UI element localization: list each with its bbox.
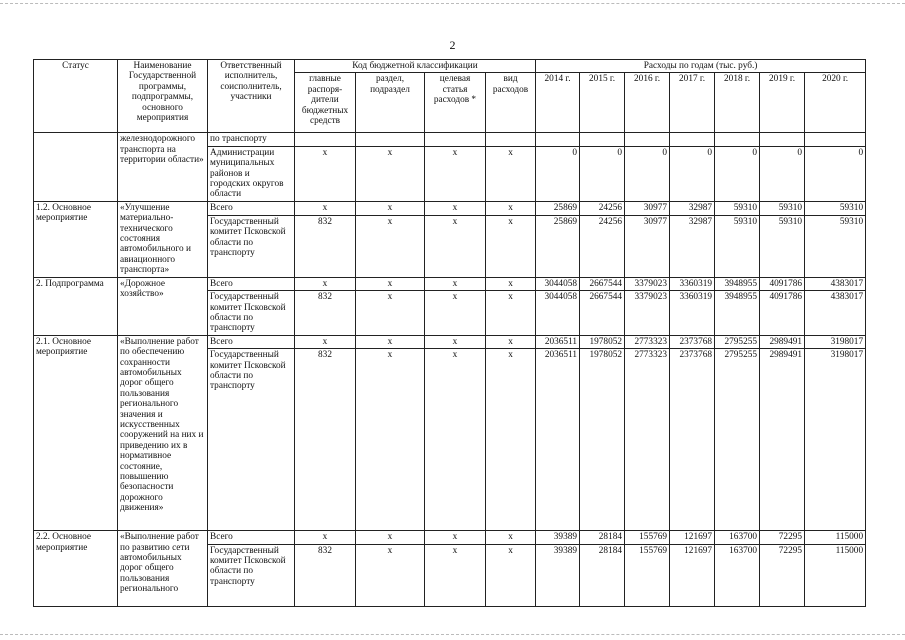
expense-value-cell: 59310 (805, 215, 866, 277)
budget-code-cell: х (356, 349, 425, 531)
executor-cell: Всего (208, 277, 295, 290)
expense-value-cell: 2373768 (670, 335, 715, 348)
expense-value-cell (536, 133, 580, 146)
expense-value-cell: 3379023 (625, 277, 670, 290)
budget-code-cell: х (356, 215, 425, 277)
expense-value-cell: 163700 (715, 544, 760, 606)
budget-code-cell: х (486, 531, 536, 544)
budget-code-cell: 832 (295, 544, 356, 606)
expense-value-cell: 155769 (625, 544, 670, 606)
expense-value-cell: 4383017 (805, 291, 866, 336)
executor-cell: Государственный комитет Псковской области по транспорту (208, 544, 295, 606)
expense-value-cell: 3198017 (805, 349, 866, 531)
expense-value-cell: 2373768 (670, 349, 715, 531)
expense-value-cell: 59310 (805, 201, 866, 215)
budget-code-cell (356, 133, 425, 146)
budget-code-cell: х (356, 277, 425, 290)
expense-value-cell: 2667544 (580, 277, 625, 290)
table-row (34, 531, 866, 544)
budget-code-cell: 832 (295, 215, 356, 277)
expense-value-cell (715, 133, 760, 146)
budget-code-cell: х (295, 277, 356, 290)
budget-code-cell: х (486, 544, 536, 606)
budget-code-cell: х (356, 544, 425, 606)
expense-value-cell: 121697 (670, 531, 715, 544)
budget-code-cell: х (356, 201, 425, 215)
budget-code-cell (425, 133, 486, 146)
expense-value-cell: 0 (805, 146, 866, 201)
budget-code-cell (486, 133, 536, 146)
expense-value-cell: 3044058 (536, 277, 580, 290)
table-row (34, 335, 866, 348)
status-cell: 2. Подпрограмма (34, 277, 118, 335)
expense-value-cell: 4091786 (760, 277, 805, 290)
expense-value-cell: 3948955 (715, 277, 760, 290)
header-year-2014: 2014 г. (536, 73, 580, 133)
header-code-article: целевая статья расходов * (425, 73, 486, 133)
budget-code-cell: х (295, 146, 356, 201)
executor-cell: Государственный комитет Псковской области по транспорту (208, 215, 295, 277)
budget-code-cell: х (425, 146, 486, 201)
executor-cell: по транспорту (208, 133, 295, 146)
expense-value-cell: 0 (536, 146, 580, 201)
expense-value-cell: 2773323 (625, 349, 670, 531)
expense-value-cell: 2989491 (760, 335, 805, 348)
program-name-cell: «Выполнение работ по обеспечению сохранности автомобильных дорог общего пользования регионального значения и искусственных сооружений на них и приведению их в нормативное состояние, повышению безопасности дорожного движения» (118, 335, 208, 530)
budget-code-cell: х (486, 146, 536, 201)
expense-value-cell: 39389 (536, 544, 580, 606)
page-number: 2 (449, 38, 456, 52)
expense-value-cell (625, 133, 670, 146)
executor-cell: Государственный комитет Псковской области по транспорту (208, 291, 295, 336)
budget-code-cell: х (486, 201, 536, 215)
expense-value-cell: 3948955 (715, 291, 760, 336)
expense-value-cell: 1978052 (580, 349, 625, 531)
expenses-table (33, 59, 866, 607)
expense-value-cell: 0 (670, 146, 715, 201)
budget-code-cell: х (356, 531, 425, 544)
header-executor: Ответственный исполнитель, соисполнитель, участники (208, 60, 295, 133)
program-name-cell: «Дорожное хозяйство» (118, 277, 208, 335)
expense-value-cell: 28184 (580, 531, 625, 544)
expense-value-cell (580, 133, 625, 146)
program-name-cell: «Улучшение материально-технического состояния автомобильного и авиационного транспорта» (118, 201, 208, 277)
budget-code-cell: х (356, 146, 425, 201)
budget-code-cell: х (425, 349, 486, 531)
executor-cell: Всего (208, 531, 295, 544)
expense-value-cell: 24256 (580, 201, 625, 215)
expense-value-cell: 59310 (760, 201, 805, 215)
budget-code-cell: х (356, 291, 425, 336)
table-row (34, 201, 866, 215)
header-expenses: Расходы по годам (тыс. руб.) (536, 60, 866, 73)
budget-code-cell: 832 (295, 349, 356, 531)
expense-value-cell: 2795255 (715, 349, 760, 531)
expense-value-cell: 4091786 (760, 291, 805, 336)
status-cell: 2.2. Основное мероприятие (34, 531, 118, 606)
expense-value-cell: 59310 (715, 215, 760, 277)
expense-value-cell: 39389 (536, 531, 580, 544)
expense-value-cell: 28184 (580, 544, 625, 606)
expense-value-cell: 2773323 (625, 335, 670, 348)
expense-value-cell (670, 133, 715, 146)
header-year-2018: 2018 г. (715, 73, 760, 133)
expense-value-cell: 3360319 (670, 291, 715, 336)
header-code-type: вид расходов (486, 73, 536, 133)
program-name-cell: железнодорожного транспорта на территории области» (118, 133, 208, 201)
status-cell: 2.1. Основное мероприятие (34, 335, 118, 530)
executor-cell: Всего (208, 201, 295, 215)
header-status: Статус (34, 60, 118, 133)
expense-value-cell: 30977 (625, 215, 670, 277)
expense-value-cell: 121697 (670, 544, 715, 606)
expense-value-cell: 0 (625, 146, 670, 201)
expense-value-cell: 0 (580, 146, 625, 201)
budget-code-cell: х (295, 531, 356, 544)
expense-value-cell: 4383017 (805, 277, 866, 290)
expense-value-cell: 32987 (670, 201, 715, 215)
budget-code-cell: х (425, 291, 486, 336)
table-row (34, 133, 866, 146)
expense-value-cell: 72295 (760, 531, 805, 544)
header-year-2017: 2017 г. (670, 73, 715, 133)
expense-value-cell: 24256 (580, 215, 625, 277)
expense-value-cell: 2795255 (715, 335, 760, 348)
budget-code-cell: х (486, 291, 536, 336)
expense-value-cell: 3198017 (805, 335, 866, 348)
header-year-2020: 2020 г. (805, 73, 866, 133)
executor-cell: Администрации муниципальных районов и городских округов области (208, 146, 295, 201)
table-body (34, 133, 866, 606)
executor-cell: Всего (208, 335, 295, 348)
budget-code-cell: х (425, 215, 486, 277)
budget-code-cell: х (425, 531, 486, 544)
header-budget-code: Код бюджетной классификации (295, 60, 536, 73)
header-name: Наименование Государственной программы, подпрограммы, основного мероприятия (118, 60, 208, 133)
budget-code-cell (295, 133, 356, 146)
budget-code-cell: х (425, 335, 486, 348)
header-year-2015: 2015 г. (580, 73, 625, 133)
header-code-grbs: главные распоря-дители бюджетных средств (295, 73, 356, 133)
expense-value-cell: 115000 (805, 544, 866, 606)
expense-value-cell: 1978052 (580, 335, 625, 348)
budget-code-cell: х (295, 201, 356, 215)
expense-value-cell: 2036511 (536, 335, 580, 348)
expense-value-cell: 32987 (670, 215, 715, 277)
expense-value-cell: 3379023 (625, 291, 670, 336)
budget-code-cell: х (356, 335, 425, 348)
expense-value-cell: 115000 (805, 531, 866, 544)
expense-value-cell: 30977 (625, 201, 670, 215)
expense-value-cell: 0 (715, 146, 760, 201)
budget-code-cell: х (425, 544, 486, 606)
top-scan-edge (0, 3, 905, 4)
budget-code-cell: х (295, 335, 356, 348)
expense-value-cell: 59310 (715, 201, 760, 215)
budget-code-cell: х (425, 201, 486, 215)
expense-value-cell: 72295 (760, 544, 805, 606)
header-year-2016: 2016 г. (625, 73, 670, 133)
expense-value-cell: 2036511 (536, 349, 580, 531)
expense-value-cell: 0 (760, 146, 805, 201)
expense-value-cell: 163700 (715, 531, 760, 544)
expense-value-cell: 2667544 (580, 291, 625, 336)
bottom-scan-edge (0, 634, 905, 635)
program-name-cell: «Выполнение работ по развитию сети автомобильных дорог общего пользования регионального (118, 531, 208, 606)
budget-code-cell: 832 (295, 291, 356, 336)
status-cell (34, 133, 118, 201)
budget-code-cell: х (486, 349, 536, 531)
expense-value-cell: 2989491 (760, 349, 805, 531)
executor-cell: Государственный комитет Псковской области по транспорту (208, 349, 295, 531)
expense-value-cell: 155769 (625, 531, 670, 544)
table-row (34, 277, 866, 290)
expense-value-cell: 3360319 (670, 277, 715, 290)
expense-value-cell (805, 133, 866, 146)
expense-value-cell: 25869 (536, 215, 580, 277)
header-code-section: раздел, подраздел (356, 73, 425, 133)
budget-code-cell: х (486, 215, 536, 277)
expense-value-cell (760, 133, 805, 146)
budget-code-cell: х (425, 277, 486, 290)
expense-value-cell: 3044058 (536, 291, 580, 336)
header-year-2019: 2019 г. (760, 73, 805, 133)
budget-code-cell: х (486, 335, 536, 348)
budget-code-cell: х (486, 277, 536, 290)
expense-value-cell: 25869 (536, 201, 580, 215)
status-cell: 1.2. Основное мероприятие (34, 201, 118, 277)
expense-value-cell: 59310 (760, 215, 805, 277)
